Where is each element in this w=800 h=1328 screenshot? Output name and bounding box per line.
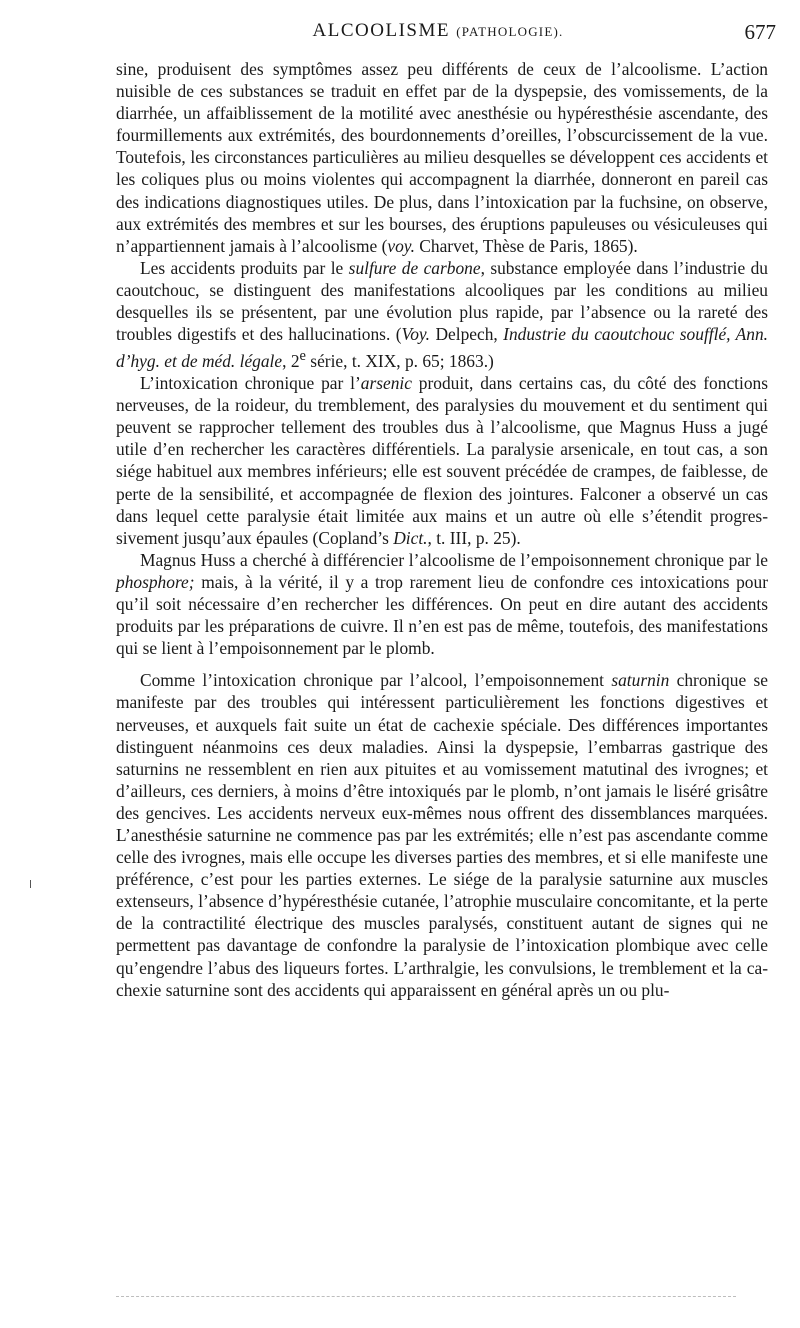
italic-run: arsenic xyxy=(360,373,412,394)
text-run: sine, produisent des symptômes assez peu différents de ceux de l’alcoolisme. L’action nuisible de ces substances se traduit en effet par de la dyspepsie, des vomissements, de la diarrhée, un affaiblissement de la motilité avec anesthésie ou hypéresthésie ascendante, des fourmillements aux extrémités, des bourdonnements d’oreilles, l’obscurcissement de la vue. Toutefois, les circonstances particulières au milieu desquelles se développent ces accidents et les coliques plus ou moins violentes qui accompagnent la diarrhée, donneront en pareil cas des indications diagnostiques utiles. De plus, dans l’intoxication par la fuchsine, on observe, aux extrémités des membres et sur les bourses, des éruptions papuleuses ou vésiculeuses qui n’appartiennent jamais à l’alcoolisme ( xyxy=(116,59,768,256)
text-run: Comme l’intoxication chronique par l’alcool, l’empoisonnement xyxy=(140,670,612,691)
text-run: L’intoxication chronique par l’ xyxy=(140,373,361,394)
page-number: 677 xyxy=(744,20,776,44)
superscript-run: e xyxy=(299,348,306,365)
paragraph xyxy=(116,549,768,659)
text-run: , t. III, p. 25). xyxy=(427,527,521,548)
italic-run: saturnin xyxy=(611,670,670,691)
text-run: série, t. XIX, p. 65; 1863.) xyxy=(305,351,494,372)
italic-run: Dict. xyxy=(393,527,428,548)
paragraph xyxy=(116,58,768,257)
italic-run: sulfure de carbone xyxy=(348,257,481,278)
italic-run: Voy. xyxy=(401,324,431,345)
running-title xyxy=(108,20,768,42)
margin-mark xyxy=(30,880,31,888)
footer-rule xyxy=(116,1296,736,1297)
body-text xyxy=(116,58,768,1001)
text-run: Charvet, Thèse de Paris, 1865). xyxy=(414,235,638,256)
italic-run: voy. xyxy=(387,235,415,256)
paragraph xyxy=(116,372,768,549)
italic-run: phosphore; xyxy=(116,571,195,592)
italic-run: Industrie du caoutchouc soufflé, Ann. d’hyg. et de méd. légale xyxy=(116,324,768,372)
paragraph xyxy=(116,257,768,372)
running-header xyxy=(108,20,776,46)
text-run: chronique se manifeste par des troubles qui intéressent particulièrement les fonctions digestives et nerveuses, et auxquels fait suite un état de cachexie spéciale. Des différences importantes distinguent néanmoins ces deux maladies. Ainsi la dyspepsie, l’embarras gastrique des saturnins ne ressemblent en rien aux pituites et au vomissement matutinal des ivrognes; et d’ailleurs, ces derniers, à moins d’être intoxiqués par le plomb, n’ont jamais le liséré grisâtre des gencives. Les accidents nerveux eux-mêmes nous offrent des dissemblances marquées. L’anesthésie saturnine ne commence pas par les extrémités; elle n’est pas ascendante comme celle des ivrognes, mais elle occupe les diverses parties des membres, et si elle manifeste une préférence, c’est pour les parties externes. Le siége de la paralysie saturnine aux muscles extenseurs, l’absence d’hypéresthésie cutanée, l’atrophie musculaire concomitante, et la perte de la contractilité électrique des muscles paralysés, constituent autant de signes qui ne permettent pas davantage de confondre la paralysie de l’intoxication plombique avec celle qu’engendre l’abus des liqueurs fortes. L’arthralgie, les convulsions, le tremblement et la cachexie saturnine sont des accidents qui apparaissent en général après un ou plu- xyxy=(116,670,768,1000)
text-run: , substance employée dans l’industrie du caoutchouc, se distinguent des manifestations alcooliques par les conditions au milieu desquelles ils se présentent, par une évolution plus rapide, par l’absence ou la rareté des troubles digestifs et des hallucinations. ( xyxy=(116,257,768,345)
text-run: Les accidents produits par le xyxy=(140,257,349,278)
text-run: mais, à la vérité, il y a trop rarement lieu de confondre ces intoxications pour qu’il soit nécessaire d’en rechercher les différences. On peut en dire autant des accidents produits par les préparations de cuivre. Il n’en est pas de même, toutefois, des manifestations qui se lient à l’empoisonnement par le plomb. xyxy=(116,571,768,659)
text-run: Magnus Huss a cherché à différencier l’alcoolisme de l’empoisonnement chronique par le xyxy=(140,549,768,570)
header-title: ALCOOLISME xyxy=(312,20,450,41)
paragraph xyxy=(116,669,768,1000)
text-run: Delpech, xyxy=(430,324,504,345)
header-subtitle: (PATHOLOGIE). xyxy=(456,24,564,39)
text-run: produit, dans certains cas, du côté des fonctions nerveuses, de la roideur, du tremblement, des paralysies du mouvement et du sentiment qui peuvent se rapprocher tellement des troubles dus à l’alcoolisme, que Magnus Huss a jugé utile d’en rechercher les caractères différentiels. La paralysie arsenicale, en tout cas, a son siége habituel aux membres inférieurs; elle est souvent précédée de crampes, de faiblesse, de perte de la sensibilité, et accompagnée de flexion des jointures. Falconer a observé un cas dans lequel cette paralysie était limitée aux mains et un autre où elle s’étendit progressivement jusqu’aux épaules (Copland’s xyxy=(116,373,768,548)
text-run: , 2 xyxy=(282,351,300,372)
